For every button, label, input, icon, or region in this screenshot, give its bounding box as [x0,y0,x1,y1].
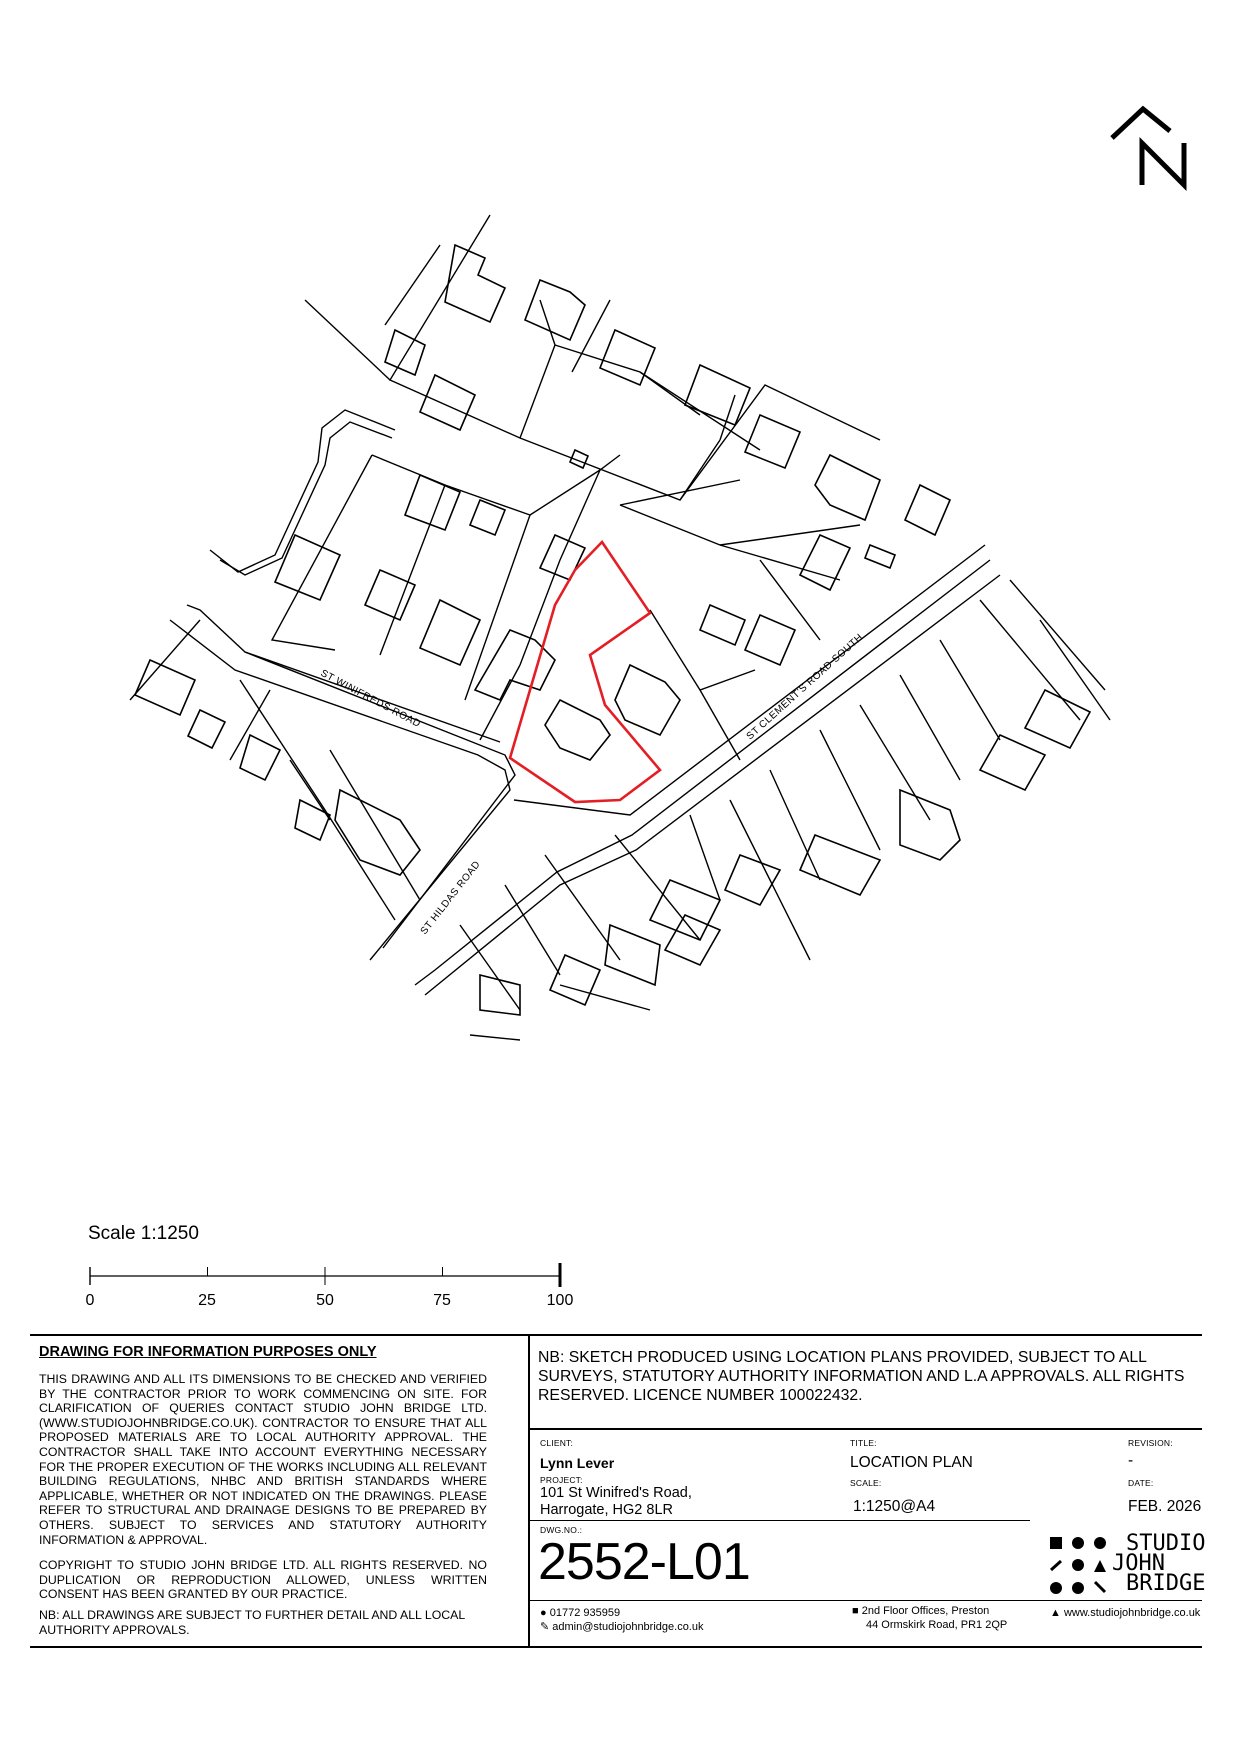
studio-logo-icon [1048,1534,1118,1596]
building [745,415,800,468]
building [135,660,195,715]
road-label-st-winifreds: ST WINIFREDS ROAD [318,667,423,731]
logo-text-studio: STUDIO [1126,1531,1206,1556]
title-label: TITLE: [850,1438,877,1448]
building [550,955,600,1005]
date-value: FEB. 2026 [1128,1498,1202,1515]
address-line-2: 44 Ormskirk Road, PR1 2QP [866,1619,1008,1631]
scale-tick-50: 50 [316,1292,334,1309]
address-row [852,1604,989,1618]
building [420,600,480,665]
building [815,455,880,520]
building [445,245,505,322]
square-icon: ■ [852,1605,859,1617]
st-winifreds-road-kerb-north [187,605,500,742]
building [405,475,460,530]
phone-row [540,1606,620,1620]
building [865,545,895,568]
revision-label: REVISION: [1128,1438,1173,1448]
notes-heading: DRAWING FOR INFORMATION PURPOSES ONLY [39,1344,377,1360]
building [475,630,555,700]
title-block [30,1334,1206,1648]
road-label-st-hildas: ST HILDAS ROAD [418,859,483,937]
divider-line [530,1428,1202,1430]
dwg-label: DWG.NO.: [540,1525,583,1535]
building [385,330,425,375]
date-label: DATE: [1128,1478,1154,1488]
project-line-2: Harrogate, HG2 8LR [540,1502,673,1518]
building [540,535,585,580]
scale-tick-100: 100 [546,1292,574,1309]
building [295,800,330,840]
building [615,665,680,735]
email-row [540,1620,703,1634]
building [525,280,585,340]
scale-tick-0: 0 [85,1292,95,1309]
scale-title: Scale 1:1250 [88,1223,199,1244]
scale-bar [80,1255,590,1295]
building [420,375,475,430]
building [745,615,795,665]
building [470,500,505,535]
phone-number[interactable]: 01772 935959 [549,1607,621,1619]
pencil-icon: ✎ [540,1621,550,1633]
building [545,700,610,760]
road-label-st-clements: ST CLEMENT'S ROAD SOUTH [744,631,866,743]
building [240,735,280,780]
building [605,925,660,985]
copyright-note: COPYRIGHT TO STUDIO JOHN BRIDGE LTD. ALL RIGHTS RESERVED. NO DUPLICATION OR REPRODUCTION ALLOWED, UNLESS WRITTEN CONSENT HAS BEEN GRANTED BY OUR PRACTICE. [39,1558,487,1602]
triangle-icon: ▲ [1050,1607,1061,1619]
building [800,535,850,590]
address-line-1: 2nd Floor Offices, Preston [861,1605,990,1617]
building [685,365,750,425]
client-value: Lynn Lever [540,1455,615,1471]
building [275,535,340,600]
project-label: PROJECT: [540,1475,583,1485]
client-label: CLIENT: [540,1438,574,1448]
website-row [1050,1606,1200,1620]
building [650,880,720,940]
st-clements-road-kerb-north [514,545,985,815]
logo-text-john: JOHN [1112,1551,1165,1576]
project-line-1: 101 St Winifred's Road, [540,1485,692,1501]
scale-value: 1:1250@A4 [853,1498,936,1515]
title-value: LOCATION PLAN [850,1454,973,1471]
north-arrow-icon [1112,109,1184,185]
notes-body: THIS DRAWING AND ALL ITS DIMENSIONS TO BE CHECKED AND VERIFIED BY THE CONTRACTOR PRIOR TO WORK COMMENCING ON SITE. FOR CLARIFICATION OF QUERIES CONTACT STUDIO JOHN BRIDGE LTD. (WWW.STUDIOJOHNBRIDGE.CO.UK). CONTRACTOR TO ENSURE THAT ALL PROPOSED MATERIALS ARE TO LOCAL AUTHORITY APPROVAL. THE CONTRACTOR SHALL TAKE INTO ACCOUNT EVERYTHING NECESSARY FOR THE PROPER EXECUTION OF THE WORKS INCLUDING ALL RELEVANT BUILDING REGULATIONS, NHBC AND BRITISH STANDARDS WHERE APPLICABLE, WHETHER OR NOT INDICATED ON THE DRAWINGS. PLEASE REFER TO STRUCTURAL AND DRAINAGE DESIGNS TO BE PREPARED BY OTHERS. SUBJECT TO SERVICES AND STATUTORY AUTHORITY INFORMATION & APPROVAL. [39,1372,487,1547]
scale-label: SCALE: [850,1478,882,1488]
building [900,790,960,860]
building [188,710,225,748]
revision-value: - [1128,1452,1134,1469]
divider-line [530,1600,1202,1601]
building [365,570,415,620]
building [905,485,950,535]
building [1025,690,1090,748]
building [665,915,720,965]
building [980,735,1045,790]
nb-sketch-note: NB: SKETCH PRODUCED USING LOCATION PLANS PROVIDED, SUBJECT TO ALL SURVEYS, STATUTORY AUTHORITY INFORMATION AND L.A APPROVALS. ALL RIGHTS RESERVED. LICENCE NUMBER 100022432. [538,1349,1185,1404]
email-address[interactable]: admin@studiojohnbridge.co.uk [552,1621,704,1633]
building [700,605,745,645]
website-link[interactable]: www.studiojohnbridge.co.uk [1063,1607,1201,1619]
site-boundary [510,542,660,802]
building [725,855,780,905]
building [335,790,420,875]
nb-detail-note: NB: ALL DRAWINGS ARE SUBJECT TO FURTHER DETAIL AND ALL LOCAL AUTHORITY APPROVALS. [39,1608,465,1637]
scale-tick-75: 75 [433,1292,451,1309]
building [800,835,880,895]
phone-icon: ● [540,1607,547,1619]
logo-text-bridge: BRIDGE [1126,1571,1206,1596]
divider-line [530,1520,1030,1521]
drawing-number: 2552-L01 [538,1533,750,1591]
scale-tick-25: 25 [198,1292,216,1309]
